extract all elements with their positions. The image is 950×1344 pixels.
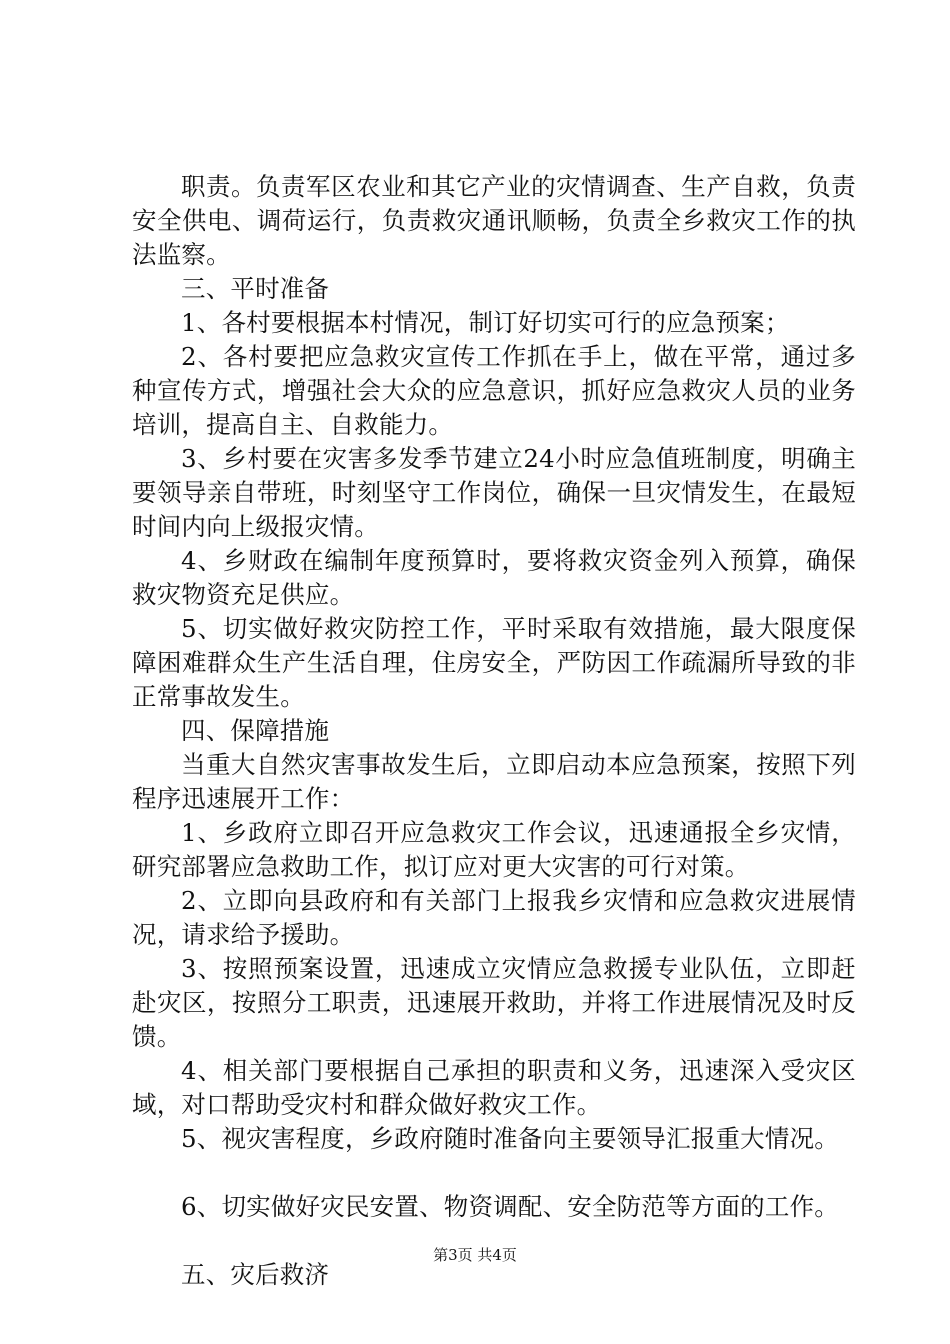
paragraph-measures-1: 1、乡政府立即召开应急救灾工作会议，迅速通报全乡灾情，研究部署应急救助工作，拟订应对更大灾害的可行对策。 <box>132 818 856 881</box>
section-heading-relief: 五、灾后救济 <box>181 1260 330 1289</box>
paragraph-measures-2: 2、立即向县政府和有关部门上报我乡灾情和应急救灾进展情况，请求给予援助。 <box>132 886 856 949</box>
paragraph-prep-4: 4、乡财政在编制年度预算时，要将救灾资金列入预算，确保救灾物资充足供应。 <box>132 546 856 609</box>
paragraph-measures-intro: 当重大自然灾害事故发生后，立即启动本应急预案，按照下列程序迅速展开工作： <box>132 750 856 813</box>
paragraph-measures-3: 3、按照预案设置，迅速成立灾情应急救援专业队伍，立即赶赴灾区，按照分工职责，迅速展开救助，并将工作进展情况及时反馈。 <box>132 954 856 1051</box>
paragraph-measures-4: 4、相关部门要根据自己承担的职责和义务，迅速深入受灾区域，对口帮助受灾村和群众做好救灾工作。 <box>132 1056 856 1119</box>
page-number-footer: 第3页 共4页 <box>433 1246 517 1264</box>
paragraph-duties: 职责。负责军区农业和其它产业的灾情调查、生产自救，负责安全供电、调荷运行，负责救灾通讯顺畅，负责全乡救灾工作的执法监察。 <box>132 172 856 269</box>
paragraph-prep-2: 2、各村要把应急救灾宣传工作抓在手上，做在平常，通过多种宣传方式，增强社会大众的应急意识，抓好应急救灾人员的业务培训，提高自主、自救能力。 <box>132 342 856 439</box>
section-heading-measures: 四、保障措施 <box>181 716 330 745</box>
paragraph-measures-5: 5、视灾害程度，乡政府随时准备向主要领导汇报重大情况。 <box>181 1124 839 1153</box>
paragraph-prep-3: 3、乡村要在灾害多发季节建立24小时应急值班制度，明确主要领导亲自带班，时刻坚守工作岗位，确保一旦灾情发生，在最短时间内向上级报灾情。 <box>132 444 856 541</box>
section-heading-preparation: 三、平时准备 <box>181 274 330 303</box>
paragraph-prep-1: 1、各村要根据本村情况，制订好切实可行的应急预案； <box>181 308 790 337</box>
paragraph-prep-5: 5、切实做好救灾防控工作，平时采取有效措施，最大限度保障困难群众生产生活自理，住房安全，严防因工作疏漏所导致的非正常事故发生。 <box>132 614 856 711</box>
document-body <box>132 170 856 1292</box>
paragraph-measures-6: 6、切实做好灾民安置、物资调配、安全防范等方面的工作。 <box>181 1192 839 1221</box>
